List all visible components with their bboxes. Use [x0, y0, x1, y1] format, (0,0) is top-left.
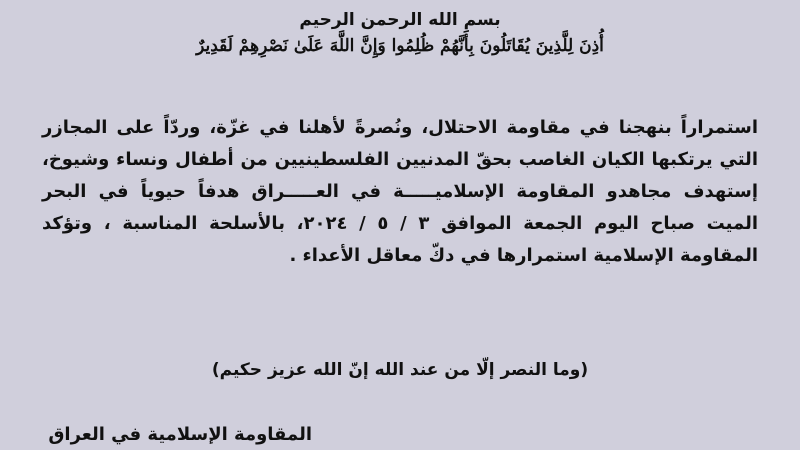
signature: المقاومة الإسلامية في العراق	[48, 424, 312, 445]
quran-verse: أُذِنَ لِلَّذِينَ يُقَاتَلُونَ بِأَنَّهُمْ ظُلِمُوا وَإِنَّ اللَّهَ عَلَىٰ نَصْرِهِمْ لَقَدِيرٌ	[196, 36, 604, 56]
basmala-heading: بسم الله الرحمن الرحيم	[299, 10, 501, 30]
statement-body: استمراراً بنهجنا في مقاومة الاحتلال، ونُصرةً لأهلنا في غزّة، وردّاً على المجازر التي يرتكبها الكيان الغاصب بحقّ المدنيين الفلسطينيين من أطفال ونساء وشيوخ، إستهدف مجاهدو المقاومة الإسلاميـــــة في العـــــراق هدفاً حيوياً في البحر الميت صباح اليوم الجمعة الموافق ٣ / ٥ / ٢٠٢٤، بالأسلحة المناسبة ، وتؤكد المقاومة الإسلامية استمرارها في دكّ معاقل الأعداء .	[42, 117, 759, 266]
closing-quote: (وما النصر إلّا من عند الله إنّ الله عزيز حكيم)	[211, 360, 589, 380]
